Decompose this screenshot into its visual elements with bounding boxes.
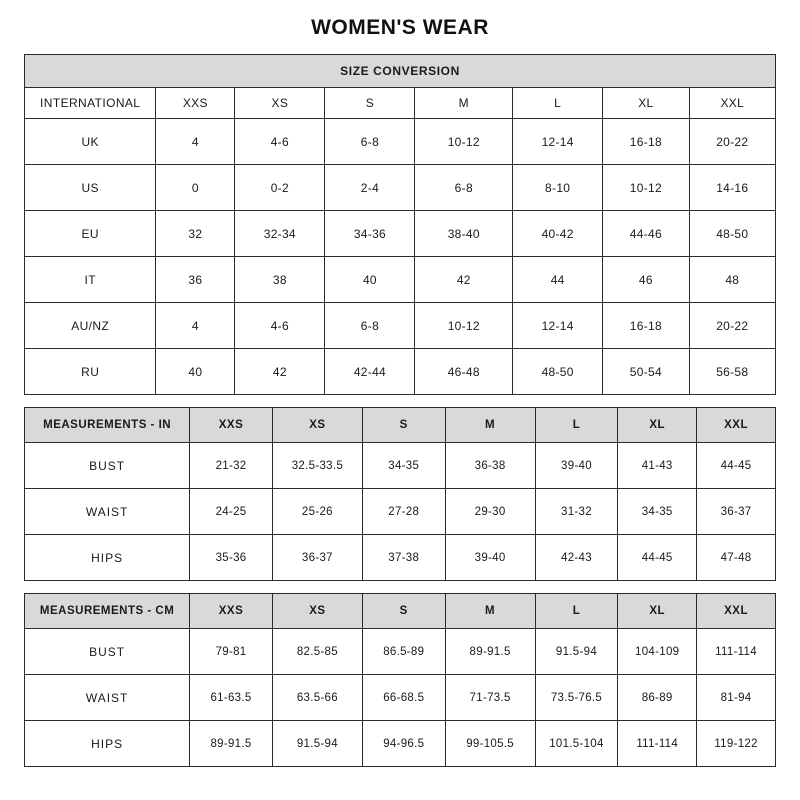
cell-us-l: 8-10 (513, 165, 603, 211)
cell-cm-hips-s: 94-96.5 (362, 721, 445, 767)
cell-cm-bust-l: 91.5-94 (535, 629, 618, 675)
cell-cm-waist-xxs: 61-63.5 (190, 675, 273, 721)
page-title: WOMEN'S WEAR (311, 16, 489, 39)
cell-it-xxl: 48 (689, 257, 775, 303)
cell-aunz-xl: 16-18 (603, 303, 689, 349)
cell-ru-s: 42-44 (325, 349, 415, 395)
cell-in-hips-l: 42-43 (535, 535, 618, 581)
cell-cm-bust-m: 89-91.5 (445, 629, 535, 675)
header-measurements-cm: MEASUREMENTS - CM (25, 594, 190, 629)
table-row (25, 119, 776, 165)
cell-in-waist-s: 27-28 (362, 489, 445, 535)
cell-ru-l: 48-50 (513, 349, 603, 395)
size-conversion-header-row (25, 88, 776, 119)
cell-it-xl: 46 (603, 257, 689, 303)
table-row (25, 675, 776, 721)
table-row (25, 535, 776, 581)
header-cm-xxs: XXS (190, 594, 273, 629)
header-xl: XL (603, 88, 689, 119)
row-label-eu: EU (25, 211, 156, 257)
cell-aunz-xs: 4-6 (235, 303, 325, 349)
cell-uk-m: 10-12 (415, 119, 513, 165)
cell-eu-xs: 32-34 (235, 211, 325, 257)
cell-cm-hips-m: 99-105.5 (445, 721, 535, 767)
header-in-xs: XS (272, 408, 362, 443)
cell-cm-hips-l: 101.5-104 (535, 721, 618, 767)
cell-it-l: 44 (513, 257, 603, 303)
cell-eu-xxs: 32 (156, 211, 235, 257)
table-row (25, 257, 776, 303)
header-xxs: XXS (156, 88, 235, 119)
cell-in-bust-s: 34-35 (362, 443, 445, 489)
row-label-uk: UK (25, 119, 156, 165)
header-cm-xxl: XXL (697, 594, 776, 629)
row-label-in-waist: WAIST (25, 489, 190, 535)
cell-uk-xs: 4-6 (235, 119, 325, 165)
header-in-xxl: XXL (697, 408, 776, 443)
size-conversion-banner: SIZE CONVERSION (25, 55, 776, 88)
row-label-cm-waist: WAIST (25, 675, 190, 721)
cell-cm-hips-xxl: 119-122 (697, 721, 776, 767)
table-row (25, 349, 776, 395)
cell-cm-waist-xs: 63.5-66 (272, 675, 362, 721)
cell-us-m: 6-8 (415, 165, 513, 211)
cell-ru-xxl: 56-58 (689, 349, 775, 395)
header-international: INTERNATIONAL (25, 88, 156, 119)
cell-cm-waist-l: 73.5-76.5 (535, 675, 618, 721)
header-cm-xs: XS (272, 594, 362, 629)
table-row (25, 443, 776, 489)
header-in-xxs: XXS (190, 408, 273, 443)
cell-in-waist-xl: 34-35 (618, 489, 697, 535)
row-label-in-bust: BUST (25, 443, 190, 489)
cell-in-waist-l: 31-32 (535, 489, 618, 535)
table-row (25, 489, 776, 535)
cell-cm-bust-xxs: 79-81 (190, 629, 273, 675)
cell-uk-xl: 16-18 (603, 119, 689, 165)
cell-uk-xxs: 4 (156, 119, 235, 165)
cell-uk-xxl: 20-22 (689, 119, 775, 165)
measurements-inches-header-row (25, 408, 776, 443)
cell-cm-waist-s: 66-68.5 (362, 675, 445, 721)
cell-eu-l: 40-42 (513, 211, 603, 257)
cell-in-waist-m: 29-30 (445, 489, 535, 535)
cell-uk-l: 12-14 (513, 119, 603, 165)
cell-us-xl: 10-12 (603, 165, 689, 211)
table-row (25, 211, 776, 257)
cell-ru-xs: 42 (235, 349, 325, 395)
header-l: L (513, 88, 603, 119)
header-cm-xl: XL (618, 594, 697, 629)
header-m: M (415, 88, 513, 119)
header-in-s: S (362, 408, 445, 443)
cell-in-waist-xs: 25-26 (272, 489, 362, 535)
cell-in-hips-xs: 36-37 (272, 535, 362, 581)
cell-in-hips-xl: 44-45 (618, 535, 697, 581)
cell-cm-hips-xxs: 89-91.5 (190, 721, 273, 767)
cell-it-xxs: 36 (156, 257, 235, 303)
cell-in-bust-xxl: 44-45 (697, 443, 776, 489)
header-cm-l: L (535, 594, 618, 629)
measurements-inches-table (24, 407, 776, 581)
header-in-l: L (535, 408, 618, 443)
header-in-xl: XL (618, 408, 697, 443)
cell-in-bust-xl: 41-43 (618, 443, 697, 489)
header-cm-m: M (445, 594, 535, 629)
cell-cm-waist-xl: 86-89 (618, 675, 697, 721)
row-label-aunz: AU/NZ (25, 303, 156, 349)
header-cm-s: S (362, 594, 445, 629)
cell-in-waist-xxl: 36-37 (697, 489, 776, 535)
cell-in-bust-xs: 32.5-33.5 (272, 443, 362, 489)
cell-aunz-s: 6-8 (325, 303, 415, 349)
cell-ru-xxs: 40 (156, 349, 235, 395)
header-xxl: XXL (689, 88, 775, 119)
cell-cm-bust-xs: 82.5-85 (272, 629, 362, 675)
cell-cm-waist-m: 71-73.5 (445, 675, 535, 721)
header-xs: XS (235, 88, 325, 119)
cell-it-m: 42 (415, 257, 513, 303)
table-row (25, 721, 776, 767)
cell-cm-waist-xxl: 81-94 (697, 675, 776, 721)
cell-in-waist-xxs: 24-25 (190, 489, 273, 535)
cell-cm-hips-xl: 111-114 (618, 721, 697, 767)
cell-in-hips-m: 39-40 (445, 535, 535, 581)
row-label-cm-hips: HIPS (25, 721, 190, 767)
cell-aunz-xxs: 4 (156, 303, 235, 349)
cell-aunz-m: 10-12 (415, 303, 513, 349)
cell-cm-bust-xxl: 111-114 (697, 629, 776, 675)
cell-aunz-l: 12-14 (513, 303, 603, 349)
bottom-spacer (24, 767, 776, 788)
cell-cm-bust-s: 86.5-89 (362, 629, 445, 675)
cell-eu-xxl: 48-50 (689, 211, 775, 257)
header-in-m: M (445, 408, 535, 443)
cell-in-bust-m: 36-38 (445, 443, 535, 489)
header-s: S (325, 88, 415, 119)
cell-eu-xl: 44-46 (603, 211, 689, 257)
cell-in-bust-l: 39-40 (535, 443, 618, 489)
table-row (25, 165, 776, 211)
row-label-ru: RU (25, 349, 156, 395)
cell-ru-xl: 50-54 (603, 349, 689, 395)
row-label-us: US (25, 165, 156, 211)
cell-us-xxl: 14-16 (689, 165, 775, 211)
cell-in-bust-xxs: 21-32 (190, 443, 273, 489)
cell-us-xs: 0-2 (235, 165, 325, 211)
cell-eu-s: 34-36 (325, 211, 415, 257)
cell-uk-s: 6-8 (325, 119, 415, 165)
header-measurements-in: MEASUREMENTS - IN (25, 408, 190, 443)
measurements-cm-header-row (25, 594, 776, 629)
cell-in-hips-xxs: 35-36 (190, 535, 273, 581)
cell-ru-m: 46-48 (415, 349, 513, 395)
cell-in-hips-xxl: 47-48 (697, 535, 776, 581)
row-label-cm-bust: BUST (25, 629, 190, 675)
cell-it-s: 40 (325, 257, 415, 303)
table-row (25, 629, 776, 675)
cell-eu-m: 38-40 (415, 211, 513, 257)
measurements-cm-table (24, 593, 776, 767)
cell-aunz-xxl: 20-22 (689, 303, 775, 349)
row-label-in-hips: HIPS (25, 535, 190, 581)
cell-us-xxs: 0 (156, 165, 235, 211)
row-label-it: IT (25, 257, 156, 303)
cell-cm-bust-xl: 104-109 (618, 629, 697, 675)
cell-us-s: 2-4 (325, 165, 415, 211)
cell-in-hips-s: 37-38 (362, 535, 445, 581)
size-conversion-table (24, 54, 776, 395)
size-conversion-banner-row (25, 55, 776, 88)
cell-it-xs: 38 (235, 257, 325, 303)
cell-cm-hips-xs: 91.5-94 (272, 721, 362, 767)
table-row (25, 303, 776, 349)
